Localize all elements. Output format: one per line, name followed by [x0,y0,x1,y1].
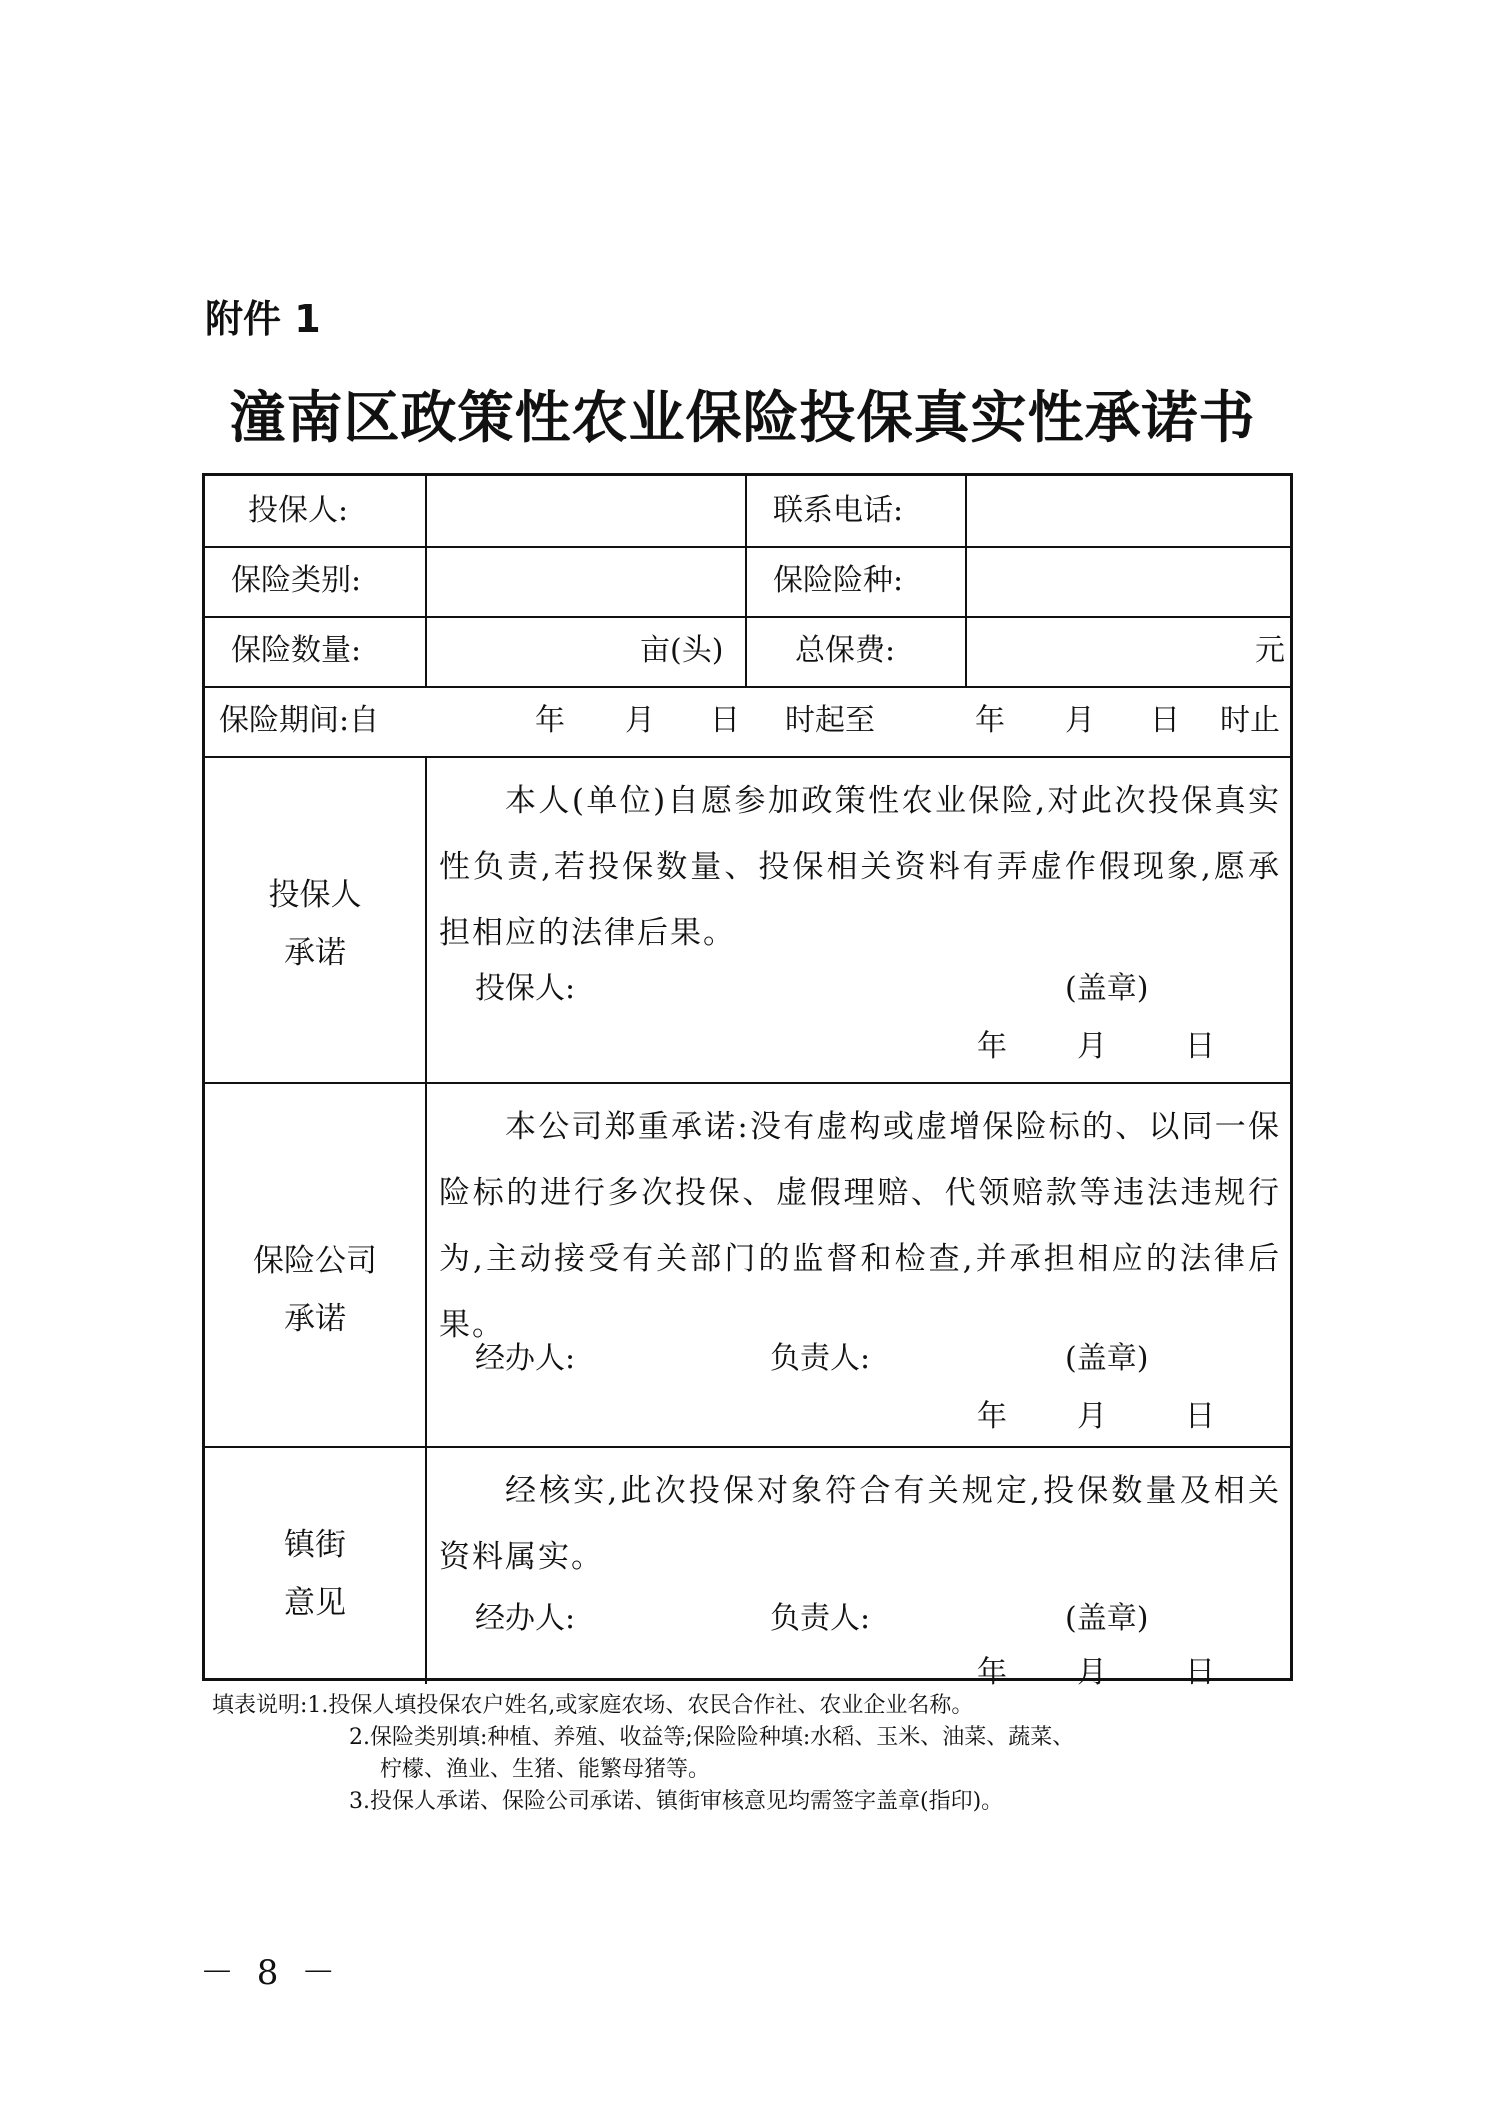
page-number: － 8 － [200,1953,342,1993]
column-divider [745,476,747,686]
insurer-promise-handler: 经办人: [475,1341,576,1376]
insurer-promise-responsible: 负责人: [770,1341,871,1376]
row-divider [205,686,1290,688]
phone-label: 联系电话: [773,493,904,528]
insurance-category-label: 保险类别: [231,563,362,598]
period-from-hour: 时起至 [785,703,875,738]
insurance-type-label: 保险险种: [773,563,904,598]
applicant-promise-label [215,866,415,982]
period-to-hour: 时止 [1220,703,1280,738]
applicant-promise-day: 日 [1185,1029,1215,1064]
premium-unit: 元 [1255,633,1285,668]
period-end-day: 日 [1150,703,1180,738]
town-opinion-year: 年 [977,1655,1007,1690]
town-opinion-seal: (盖章) [1065,1601,1149,1636]
town-opinion-responsible: 负责人: [770,1601,871,1636]
insurer-promise-label-line1: 保险公司 [253,1243,377,1279]
town-opinion-month: 月 [1077,1655,1107,1690]
town-opinion-day: 日 [1185,1655,1215,1690]
row-divider [205,1446,1290,1448]
period-start-month: 月 [625,703,655,738]
row-divider [205,616,1290,618]
insurer-promise-text: 本公司郑重承诺:没有虚构或虚增保险标的、以同一保险标的进行多次投保、虚假理赔、代领赔款等违法违规行为,主动接受有关部门的监督和检查,并承担相应的法律后果。 [439,1109,1281,1343]
column-divider [425,756,427,1684]
town-opinion-label-line1: 镇街 [284,1527,346,1563]
period-start-day: 日 [710,703,740,738]
applicant-promise-seal: (盖章) [1065,971,1149,1006]
period-end-month: 月 [1065,703,1095,738]
column-divider [965,476,967,686]
period-label: 保险期间:自 [219,703,380,738]
insurer-promise-label [215,1232,415,1348]
applicant-label: 投保人: [248,493,349,528]
total-premium-label: 总保费: [795,633,896,668]
town-opinion-label [215,1516,415,1632]
insurer-promise-day: 日 [1185,1399,1215,1434]
insurer-promise-month: 月 [1077,1399,1107,1434]
attachment-label: 附件 1 [205,297,321,341]
commitment-form [202,473,1293,1690]
quantity-unit: 亩(头) [640,633,724,668]
row-divider [205,756,1290,758]
instruction-line-4: 3.投保人承诺、保险公司承诺、镇街审核意见均需签字盖章(指印)。 [349,1789,1004,1814]
document-title: 潼南区政策性农业保险投保真实性承诺书 [229,386,1256,451]
row-divider [205,1082,1290,1084]
insurer-promise-seal: (盖章) [1065,1341,1149,1376]
applicant-promise-label-line1: 投保人 [268,877,362,913]
period-end-year: 年 [975,703,1005,738]
row-divider [205,546,1290,548]
applicant-promise-text: 本人(单位)自愿参加政策性农业保险,对此次投保真实性负责,若投保数量、投保相关资料有弄虚作假现象,愿承担相应的法律后果。 [439,783,1281,951]
applicant-promise-month: 月 [1077,1029,1107,1064]
insurer-promise-year: 年 [977,1399,1007,1434]
town-opinion-label-line2: 意见 [284,1585,346,1621]
applicant-promise-label-line2: 承诺 [284,935,346,971]
applicant-promise-signer: 投保人: [475,971,576,1006]
insurer-promise-label-line2: 承诺 [284,1301,346,1337]
applicant-promise-year: 年 [977,1029,1007,1064]
period-start-year: 年 [535,703,565,738]
instruction-line-2: 2.保险类别填:种植、养殖、收益等;保险险种填:水稻、玉米、油菜、蔬菜、 [349,1725,1075,1750]
fill-instructions [212,1690,1074,1818]
instruction-line-3: 柠檬、渔业、生猪、能繁母猪等。 [380,1757,711,1782]
quantity-label: 保险数量: [231,633,362,668]
town-opinion-handler: 经办人: [475,1601,576,1636]
instruction-line-1: 填表说明:1.投保人填投保农户姓名,或家庭农场、农民合作社、农业企业名称。 [212,1693,974,1718]
column-divider [425,476,427,686]
town-opinion-text: 经核实,此次投保对象符合有关规定,投保数量及相关资料属实。 [439,1473,1281,1575]
